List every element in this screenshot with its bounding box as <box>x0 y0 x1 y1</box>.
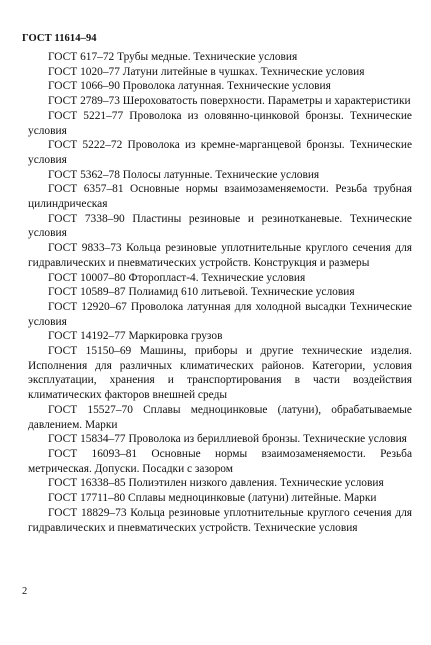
reference-entry: ГОСТ 5362–78 Полосы латунные. Технические условия <box>48 168 320 181</box>
reference-entry: ГОСТ 15150–69 Машины, приборы и другие технические изделия. Исполнения для различных климатических районов. Категории, условия эксплуатации, хранения и транспортирования в части воздействия климатических факторов внешней среды <box>28 345 412 402</box>
reference-entry: ГОСТ 1020–77 Латуни литейные в чушках. Технические условия <box>48 65 365 78</box>
reference-entry: ГОСТ 17711–80 Сплавы медноцинковые (латуни) литейные. Марки <box>48 492 377 505</box>
reference-entry: ГОСТ 5222–72 Проволока из кремне-марганцевой бронзы. Технические условия <box>28 139 412 166</box>
reference-entry: ГОСТ 9833–73 Кольца резиновые уплотнительные круглого сечения для гидравлических и пневматических устройств. Конструкция и размеры <box>28 242 412 269</box>
reference-entry: ГОСТ 15834–77 Проволока из бериллиевой бронзы. Технические условия <box>48 433 407 446</box>
reference-entry: ГОСТ 1066–90 Проволока латунная. Технические условия <box>48 80 331 93</box>
reference-entry: ГОСТ 12920–67 Проволока латунная для холодной высадки Технические условия <box>28 300 412 328</box>
reference-entry: ГОСТ 16338–85 Полиэтилен низкого давления. Технические условия <box>48 477 384 490</box>
reference-entry: ГОСТ 18829–73 Кольца резиновые уплотнительные круглого сечения для гидравлических и пневматических устройств. Технические условия <box>28 506 412 534</box>
reference-entry: ГОСТ 5221–77 Проволока из оловянно-цинковой бронзы. Технические условия <box>28 109 412 137</box>
reference-entry: ГОСТ 15527–70 Сплавы медноцинковые (латуни), обрабатываемые давлением. Марки <box>28 403 412 431</box>
reference-entry: ГОСТ 10007–80 Фторопласт-4. Технические условия <box>48 271 306 284</box>
page-number: 2 <box>22 586 28 597</box>
reference-list <box>28 50 412 535</box>
reference-entry: ГОСТ 6357–81 Основные нормы взаимозаменяемости. Резьба трубная цилиндрическая <box>28 183 412 211</box>
document-header: ГОСТ 11614–94 <box>22 33 97 44</box>
reference-entry: ГОСТ 2789–73 Шероховатость поверхности. Параметры и характеристики <box>48 95 411 108</box>
reference-entry: ГОСТ 10589–87 Полиамид 610 литьевой. Технические условия <box>48 286 355 299</box>
reference-entry: ГОСТ 7338–90 Пластины резиновые и резинотканевые. Технические условия <box>28 212 412 240</box>
reference-entry: ГОСТ 14192–77 Маркировка грузов <box>48 330 223 343</box>
reference-entry: ГОСТ 617–72 Трубы медные. Технические условия <box>48 51 298 63</box>
reference-entry: ГОСТ 16093–81 Основные нормы взаимозаменяемости. Резьба метрическая. Допуски. Посадки с зазором <box>28 447 412 475</box>
